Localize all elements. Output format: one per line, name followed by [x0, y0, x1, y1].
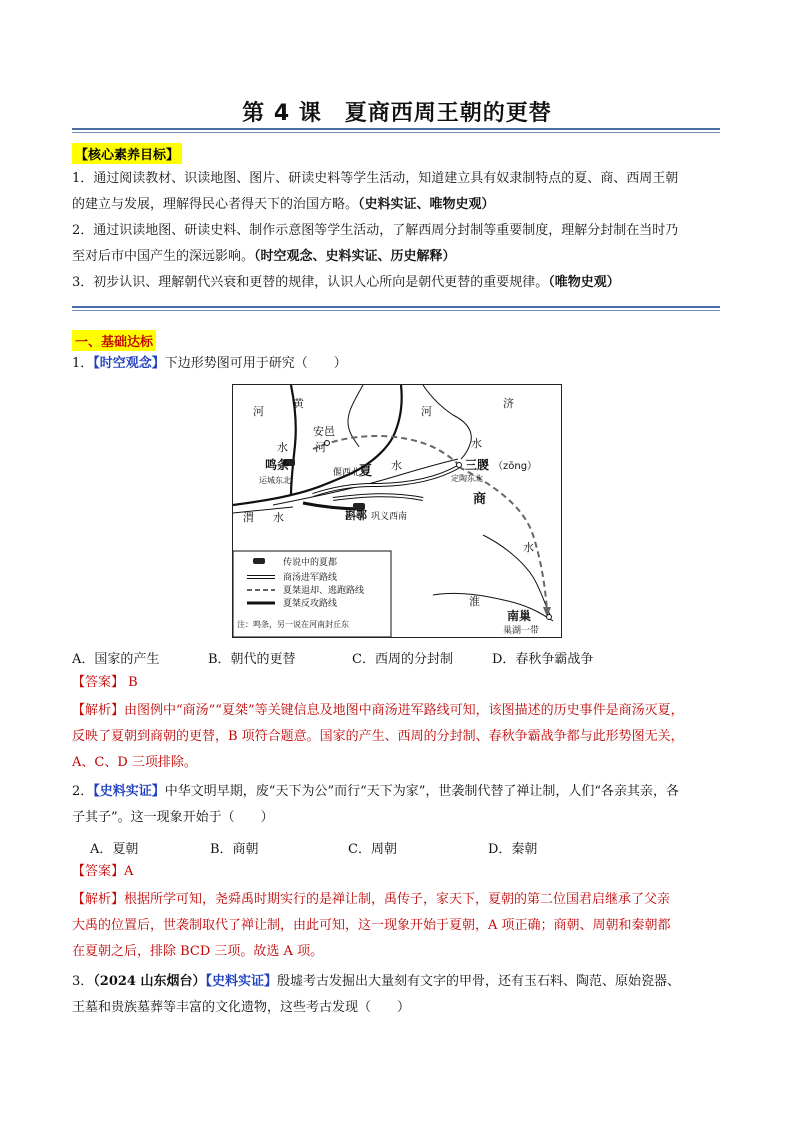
q2-analysis: 【解析】根据所学可知，尧舜禹时期实行的是禅让制，禹传子，家天下，夏朝的第二位国君启继承了父亲 大禹的位置后，世袭制取代了禅让制，由此可知，这一现象开始于夏朝，A 项正确；商朝、周朝和秦朝都 在夏朝之后，排除 BCD 三项。故选 A 项。 — [72, 892, 671, 959]
legend-item-2: 商汤进军路线 — [283, 573, 338, 583]
core-goal-2: 2．通过识读地图、研读史料、制作示意图等学生活动，了解西周分封制等重要制度，理解分封制在当时乃 至对后市中国产生的深远影响。（时空观念、史料实证、历史解释） — [72, 223, 679, 264]
label-huang: 黄 — [293, 397, 304, 410]
label-shui1: 水 — [471, 437, 482, 450]
title-rule-thin — [72, 132, 720, 133]
label-yanshi-sub: 偃西北 — [333, 468, 361, 478]
core-goal-3: 3．初步认识、理解朝代兴衰和更替的规律，认识人心所向是朝代更替的重要规律。（唯物史观） — [72, 275, 620, 290]
southeast-river — [483, 535, 551, 617]
map-svg — [233, 385, 561, 637]
page-title: 第 4 课 夏商西周王朝的更替 — [242, 101, 552, 126]
q2-answer: 【答案】A — [72, 864, 134, 879]
huai-river — [433, 593, 553, 621]
q2-option-a: A．夏朝 — [90, 842, 139, 857]
label-huai: 淮 — [469, 595, 480, 608]
label-sanzong: 三朡 — [465, 458, 490, 472]
ji-river — [423, 385, 471, 459]
label-shang: 商 — [473, 492, 487, 507]
q1-option-b: B．朝代的更替 — [208, 652, 296, 667]
question-1-stem: 1．【时空观念】下边形势图可用于研究（ ） — [72, 356, 347, 371]
title-rule — [72, 128, 720, 130]
label-shui4: 水 — [273, 511, 284, 524]
label-he1: 河 — [253, 405, 264, 418]
wei-river — [233, 507, 293, 513]
legend-item-1: 传说中的夏都 — [283, 558, 338, 568]
label-he3: 河 — [315, 441, 326, 454]
situation-map — [232, 384, 562, 638]
label-shui5: 水 — [523, 541, 534, 554]
q2-option-c: C．周朝 — [348, 842, 397, 857]
label-chaohu: 巢湖一带 — [503, 626, 540, 636]
label-shui2: 水 — [277, 441, 288, 454]
xia-retreat-2 — [459, 467, 547, 610]
label-wei: 渭 — [243, 511, 254, 524]
nanchao-dot — [547, 615, 552, 620]
label-ji: 济 — [503, 397, 514, 410]
goals-rule — [72, 306, 720, 308]
label-zong-pinyin: （zōng） — [493, 461, 538, 472]
legend-note: 注：鸣条，另一说在河南封丘东 — [237, 620, 349, 629]
yellow-river-east — [291, 385, 402, 495]
goals-rule-thin — [72, 310, 720, 311]
label-he2: 河 — [421, 405, 432, 418]
label-nanchao: 南巢 — [507, 609, 532, 623]
q2-option-b: B．商朝 — [210, 842, 259, 857]
label-anyi: 安邑 — [313, 425, 335, 438]
q1-option-a: A．国家的产生 — [72, 652, 160, 667]
sanzong-dot — [457, 463, 462, 468]
label-gongyi: 巩义西南 — [371, 512, 408, 522]
legend-capital-icon — [253, 558, 265, 564]
xia-retreat-1 — [313, 436, 459, 465]
legend-item-4: 夏桀反攻路线 — [283, 599, 338, 609]
label-dingtao: 定陶东北 — [451, 474, 483, 483]
label-zhenxun: 斟鄩 — [345, 509, 367, 522]
label-shui3: 水 — [391, 459, 402, 472]
label-mingtiao: 鸣条 — [265, 458, 290, 472]
q1-option-d: D．春秋争霸战争 — [492, 652, 594, 667]
q2-option-d: D．秦朝 — [488, 842, 538, 857]
legend-item-3: 夏桀退却、逃跑路线 — [283, 586, 365, 596]
core-goals-heading: 【核心素养目标】 — [72, 143, 182, 164]
label-xia: 夏 — [359, 464, 373, 479]
question-3-stem: 3．（2024 山东烟台）【史料实证】殷墟考古发掘出大量刻有文字的甲骨，还有玉石料、陶范、原始瓷器、 王墓和贵族墓葬等丰富的文化遗物，这些考古发现（ ） — [72, 974, 681, 1015]
q1-analysis: 【解析】由图例中“商汤”“夏桀”等关键信息及地图中商汤进军路线可知，该图描述的历史事件是商汤灭夏， 反映了夏朝到商朝的更替，B 项符合题意。国家的产生、西周的分封制、春秋争霸战争都与此形势图无关， A、C、D 三项排除。 — [72, 703, 684, 770]
section-heading: 一、基础达标 — [72, 330, 156, 351]
core-goal-1: 1．通过阅读教材、识读地图、图片、研读史料等学生活动，知道建立具有奴隶制特点的夏、商、西周王朝 的建立与发展，理解得民心者得天下的治国方略。（史料实证、唯物史观） — [72, 171, 679, 212]
label-yuncheng: 运城东北 — [259, 476, 291, 485]
q1-answer: 【答案】 B — [72, 675, 138, 690]
q1-option-c: C．西周的分封制 — [352, 652, 453, 667]
question-2-stem: 2．【史料实证】中华文明早期，废“天下为公”而行“天下为家”，世袭制代替了禅让制，人们“各亲其亲，各 子其子”。这一现象开始于（ ） — [72, 784, 680, 825]
